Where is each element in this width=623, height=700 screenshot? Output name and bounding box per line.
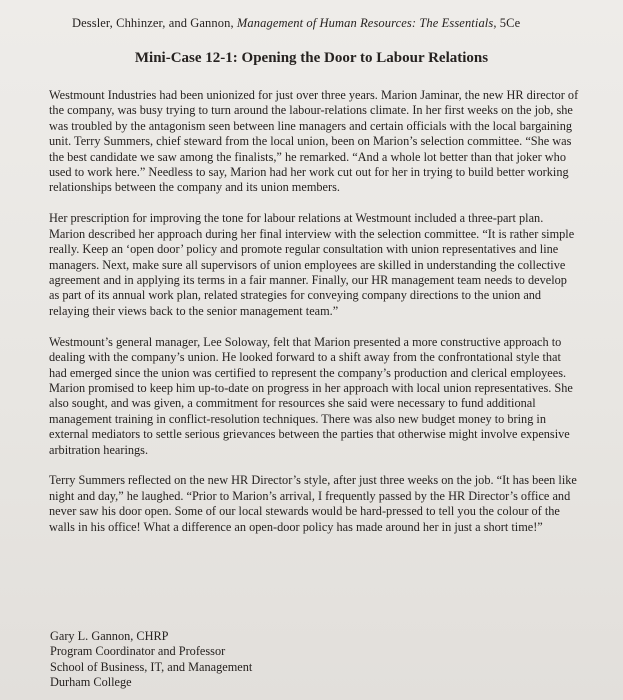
signature-role: Program Coordinator and Professor	[50, 644, 226, 659]
signature-school: School of Business, IT, and Management	[50, 659, 253, 674]
paragraph: Her prescription for improving the tone for labour relations at Westmount included a three-part plan. Marion described her approach during her final interview with the selection committee. “It is rather simple really. Keep an ‘open door’ policy and promote regular consultation with union representatives and line managers. Next, make sure all supervisors of union employees are skilled in understanding the collective agreement and in applying its terms in a fair manner. Finally, our HR management team needs to develop as part of its annual work plan, related strategies for conveying company directions to the union and relaying their views back to the senior management team.”	[49, 211, 575, 318]
paragraph: Terry Summers reflected on the new HR Director’s style, after just three weeks on the job. “It has been like night and day,” he laughed. “Prior to Marion’s arrival, I frequently passed by the HR Director’s office and never saw his door open. Some of our local stewards would be hard-pressed to tell you the colour of the walls in his office! What a difference an open-door policy has made around her in just a short time!”	[49, 473, 577, 534]
paragraph: Westmount’s general manager, Lee Soloway, felt that Marion presented a more constructive approach to dealing with the company’s union. He looked forward to a shift away from the confrontational style that had emerged since the union was certified to represent the company’s production and clerical employees. Marion promised to keep him up-to-date on progress in her approach with local union representatives. She also sought, and was given, a commitment for resources she said were necessary to fund additional management training in conflict-resolution techniques. There was also new budget money to bring in external mediators to settle serious grievances between the parties that otherwise might involve expensive arbitration hearings.	[49, 334, 573, 457]
signature-block	[50, 629, 252, 691]
signature-college: Durham College	[50, 675, 132, 690]
header-authors: Dessler, Chhinzer, and Gannon,	[72, 16, 237, 30]
header-edition: , 5Ce	[493, 16, 521, 30]
case-title: Mini-Case 12-1: Opening the Door to Labour Relations	[134, 50, 489, 66]
case-body	[49, 88, 579, 551]
running-header	[72, 16, 520, 31]
paragraph: Westmount Industries had been unionized for just over three years. Marion Jaminar, the new HR director of the company, was busy trying to turn around the labour-relations climate. In her first weeks on the job, she was troubled by the antagonism seen between line managers and certain officials with the local bargaining unit. Terry Summers, chief steward from the local union, been on Marion’s selection committee. “She was the best candidate we saw among the finalists,” he remarked. “And a whole lot better than that joker who used to work here.” Needless to say, Marion had her work cut out for her in trying to build better working relationships between the company and its union members.	[49, 88, 579, 195]
header-book-title: Management of Human Resources: The Essentials	[236, 16, 494, 30]
signature-name: Gary L. Gannon, CHRP	[50, 629, 169, 643]
